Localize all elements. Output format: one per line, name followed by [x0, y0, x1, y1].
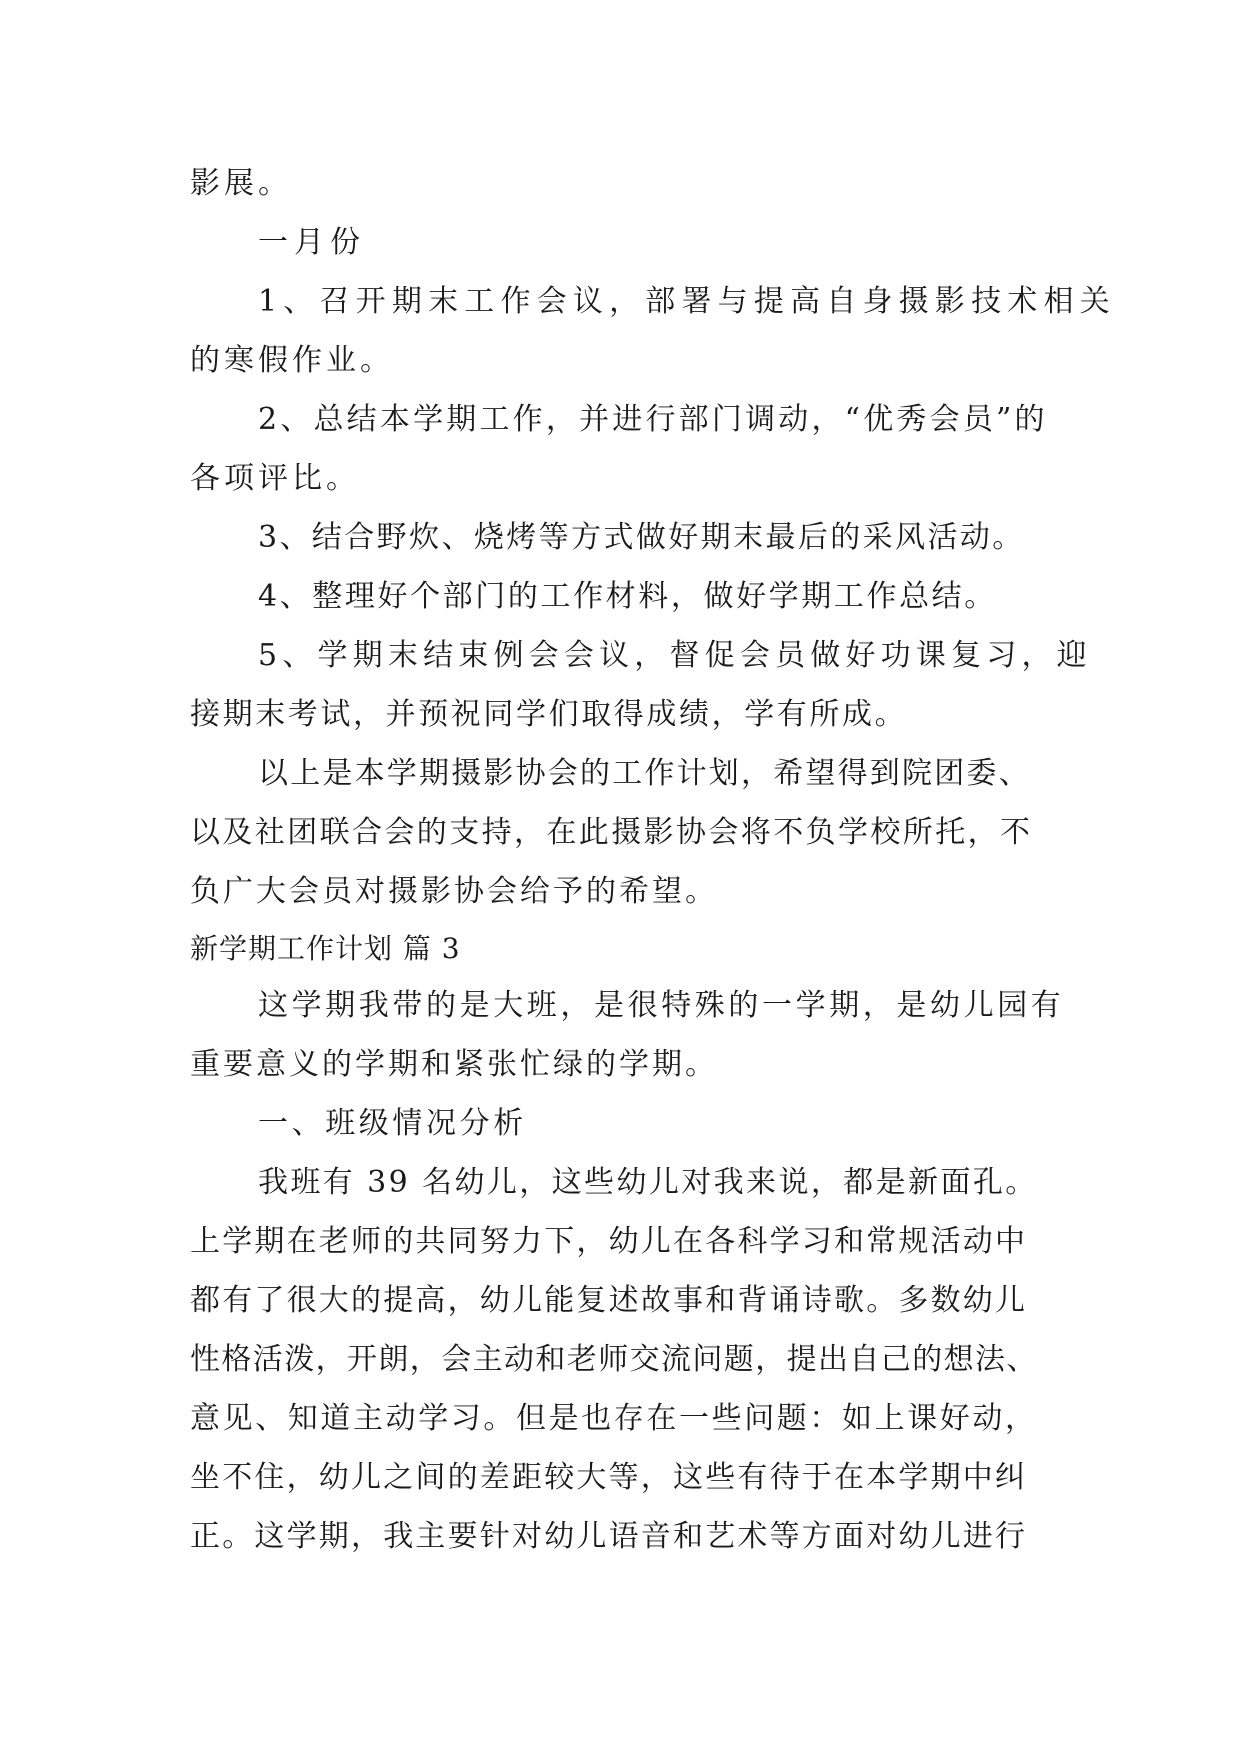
closing-paragraph: 以上是本学期摄影协会的工作计划，希望得到院团委、 — [258, 756, 1031, 791]
list-item-5: 5、学期末结束例会会议，督促会员做好功课复习，迎 — [258, 638, 1092, 673]
text-line: 上学期在老师的共同努力下，幼儿在各科学习和常规活动中 — [190, 1224, 1028, 1259]
list-item-3: 3、结合野炊、烧烤等方式做好期末最后的采风活动。 — [258, 520, 1025, 555]
subsection-heading: 一、班级情况分析 — [258, 1106, 527, 1141]
list-item-4: 4、整理好个部门的工作材料，做好学期工作总结。 — [258, 579, 997, 614]
text-line: 性格活泼，开朗，会主动和老师交流问题，提出自己的想法、 — [190, 1342, 1038, 1377]
text-line: 正。这学期，我主要针对幼儿语音和艺术等方面对幼儿进行 — [190, 1519, 1028, 1554]
analysis-paragraph: 我班有 39 名幼儿，这些幼儿对我来说，都是新面孔。 — [258, 1165, 1038, 1200]
text-line: 接期末考试，并预祝同学们取得成绩，学有所成。 — [190, 697, 908, 732]
month-heading: 一月份 — [258, 225, 366, 260]
text-line: 负广大会员对摄影协会给予的希望。 — [190, 874, 718, 909]
section-title: 新学期工作计划 篇 3 — [190, 932, 461, 965]
list-item-1: 1、召开期末工作会议，部署与提高自身摄影技术相关 — [258, 284, 1116, 319]
text-line: 各项评比。 — [190, 461, 360, 496]
text-line: 影展。 — [190, 166, 292, 201]
list-item-2: 2、总结本学期工作，并进行部门调动，“优秀会员”的 — [258, 402, 1048, 437]
text-line: 意见、知道主动学习。但是也存在一些问题：如上课好动， — [190, 1401, 1038, 1436]
text-line: 都有了很大的提高，幼儿能复述故事和背诵诗歌。多数幼儿 — [190, 1283, 1028, 1318]
text-line: 以及社团联合会的支持，在此摄影协会将不负学校所托，不 — [190, 815, 1033, 850]
text-line: 重要意义的学期和紧张忙绿的学期。 — [190, 1047, 718, 1082]
intro-paragraph: 这学期我带的是大班，是很特殊的一学期，是幼儿园有 — [258, 988, 1065, 1023]
text-line: 的寒假作业。 — [190, 343, 394, 378]
text-line: 坐不住，幼儿之间的差距较大等，这些有待于在本学期中纠 — [190, 1460, 1028, 1495]
